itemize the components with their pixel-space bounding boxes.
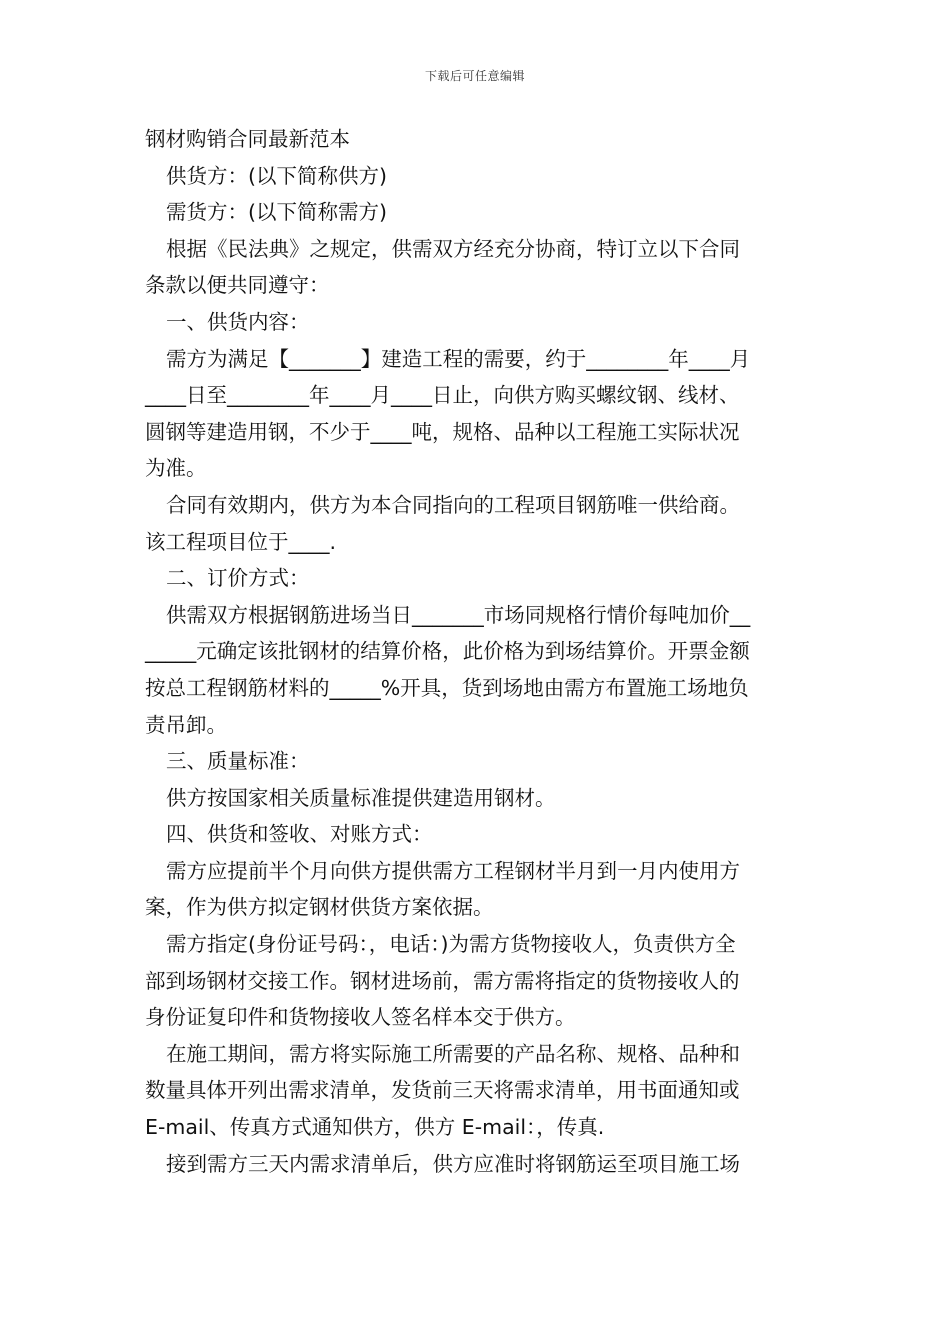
paragraph-line: E-mail、传真方式通知供方，供方 E-mail：，传真. <box>145 1115 605 1140</box>
paragraph-line: 该工程项目位于____. <box>145 529 337 554</box>
contract-body <box>145 121 807 1182</box>
paragraph-line: 接到需方三天内需求清单后，供方应准时将钢筋运至项目施工场 <box>166 1151 740 1176</box>
document-title: 钢材购销合同最新范本 <box>145 127 350 151</box>
paragraph-line: 二、订价方式： <box>166 566 310 591</box>
paragraph-line: 供货方：(以下简称供方) <box>166 163 387 188</box>
paragraph-line: 一、供货内容： <box>166 309 310 334</box>
paragraph-line: 条款以便共同遵守： <box>145 273 330 298</box>
paragraph-line: 为准。 <box>145 456 207 481</box>
paragraph-line: 部到场钢材交接工作。钢材进场前，需方需将指定的货物接收人的 <box>145 968 740 993</box>
paragraph-line: 合同有效期内，供方为本合同指向的工程项目钢筋唯一供给商。 <box>166 492 740 517</box>
paragraph-line: 责吊卸。 <box>145 712 227 737</box>
page-header-note: 下载后可任意编辑 <box>424 69 525 83</box>
paragraph-line: 供需双方根据钢筋进场当日_______市场同规格行情价每吨加价__ <box>166 602 751 627</box>
paragraph-line: 需货方：(以下简称需方) <box>166 200 387 225</box>
paragraph-line: 数量具体开列出需求清单，发货前三天将需求清单，用书面通知或 <box>145 1078 740 1103</box>
paragraph-line: 按总工程钢筋材料的_____%开具，货到场地由需方布置施工场地负 <box>145 675 749 700</box>
paragraph-line: 供方按国家相关质量标准提供建造用钢材。 <box>166 785 556 810</box>
paragraph-line: 根据《民法典》之规定，供需双方经充分协商，特订立以下合同 <box>166 236 740 261</box>
paragraph-line: 圆钢等建造用钢，不少于____吨，规格、品种以工程施工实际状况 <box>145 419 740 444</box>
paragraph-line: 四、供货和签收、对账方式： <box>166 822 433 847</box>
paragraph-line: _____元确定该批钢材的结算价格，此价格为到场结算价。开票金额 <box>145 639 750 664</box>
paragraph-line: 案，作为供方拟定钢材供货方案依据。 <box>145 895 494 920</box>
paragraph-line: 需方指定(身份证号码：，电话：)为需方货物接收人，负责供方全 <box>166 932 736 957</box>
paragraph-line: 身份证复印件和货物接收人签名样本交于供方。 <box>145 1005 576 1030</box>
paragraph-line: 需方为满足【_______】建造工程的需要，约于________年____月 <box>166 346 751 371</box>
paragraph-line: ____日至________年____月____日止，向供方购买螺纹钢、线材、 <box>145 383 740 408</box>
paragraph-line: 三、质量标准： <box>166 749 310 774</box>
paragraph-line: 在施工期间，需方将实际施工所需要的产品名称、规格、品种和 <box>166 1041 740 1066</box>
paragraph-line: 需方应提前半个月向供方提供需方工程钢材半月到一月内使用方 <box>166 858 740 883</box>
